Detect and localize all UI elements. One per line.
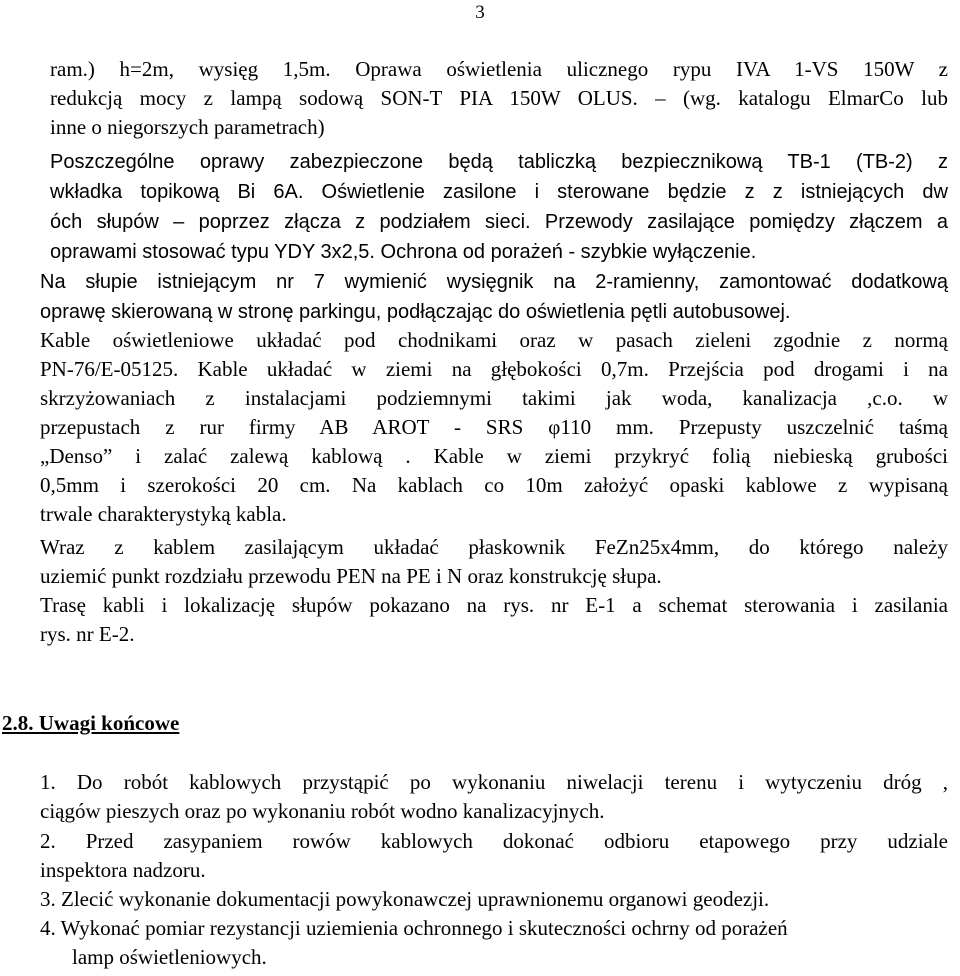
text-line: Trasę kabli i lokalizację słupów pokazano na rys. nr E-1 a schemat sterowania i zasilania [40,593,948,617]
list-item: inspektora nadzoru. [40,858,206,882]
text-line: ram.) h=2m, wysięg 1,5m. Oprawa oświetlenia ulicznego rypu IVA 1-VS 150W z [50,57,948,81]
text-line: 0,5mm i szerokości 20 cm. Na kablach co 10m założyć opaski kablowe z wypisaną [40,473,948,497]
text-line: oprawami stosować typu YDY 3x2,5. Ochrona od porażeń - szybkie wyłączenie. [50,241,757,263]
text-line: wkładka topikową Bi 6A. Oświetlenie zasilone i sterowane będzie z z istniejących dw [50,181,948,203]
list-item: 3. Zlecić wykonanie dokumentacji powykonawczej uprawnionemu organowi geodezji. [40,887,770,911]
text-line: oprawę skierowaną w stronę parkingu, podłączając do oświetlenia pętli autobusowej. [40,301,791,323]
text-line: PN-76/E-05125. Kable układać w ziemi na głębokości 0,7m. Przejścia pod drogami i na [40,357,948,381]
text-line: inne o niegorszych parametrach) [50,115,325,139]
text-line: Kable oświetleniowe układać pod chodnikami oraz w pasach zieleni zgodnie z normą [40,328,948,352]
list-item: lamp oświetleniowych. [72,945,267,969]
text-line: redukcją mocy z lampą sodową SON-T PIA 150W OLUS. – (wg. katalogu ElmarCo lub [50,86,948,110]
text-line: Poszczególne oprawy zabezpieczone będą tabliczką bezpiecznikową TB-1 (TB-2) z [50,151,948,173]
text-line: uziemić punkt rozdziału przewodu PEN na PE i N oraz konstrukcję słupa. [40,564,662,588]
text-line: Na słupie istniejącym nr 7 wymienić wysięgnik na 2-ramienny, zamontować dodatkową [40,271,948,293]
text-line: rys. nr E-2. [40,622,135,646]
text-line: trwale charakterystyką kabla. [40,502,287,526]
page-number: 3 [475,2,485,23]
text-line: Wraz z kablem zasilającym układać płaskownik FeZn25x4mm, do którego należy [40,535,948,559]
list-item: 2. Przed zasypaniem rowów kablowych dokonać odbioru etapowego przy udziale [40,829,948,853]
text-line: „Denso” i zalać zalewą kablową . Kable w ziemi przykryć folią niebieską grubości [40,444,948,468]
list-item: ciągów pieszych oraz po wykonaniu robót wodno kanalizacyjnych. [40,799,605,823]
section-heading: 2.8. Uwagi końcowe [2,711,180,735]
text-line: przepustach z rur firmy AB AROT - SRS φ110 mm. Przepusty uszczelnić taśmą [40,415,948,439]
text-line: skrzyżowaniach z instalacjami podziemnymi takimi jak woda, kanalizacja ,c.o. w [40,386,948,410]
list-item: 1. Do robót kablowych przystąpić po wykonaniu niwelacji terenu i wytyczeniu dróg , [40,770,948,794]
text-line: óch słupów – poprzez złącza z podziałem sieci. Przewody zasilające pomiędzy złączem a [50,211,948,233]
list-item: 4. Wykonać pomiar rezystancji uziemienia ochronnego i skuteczności ochrny od porażeń [40,916,788,940]
